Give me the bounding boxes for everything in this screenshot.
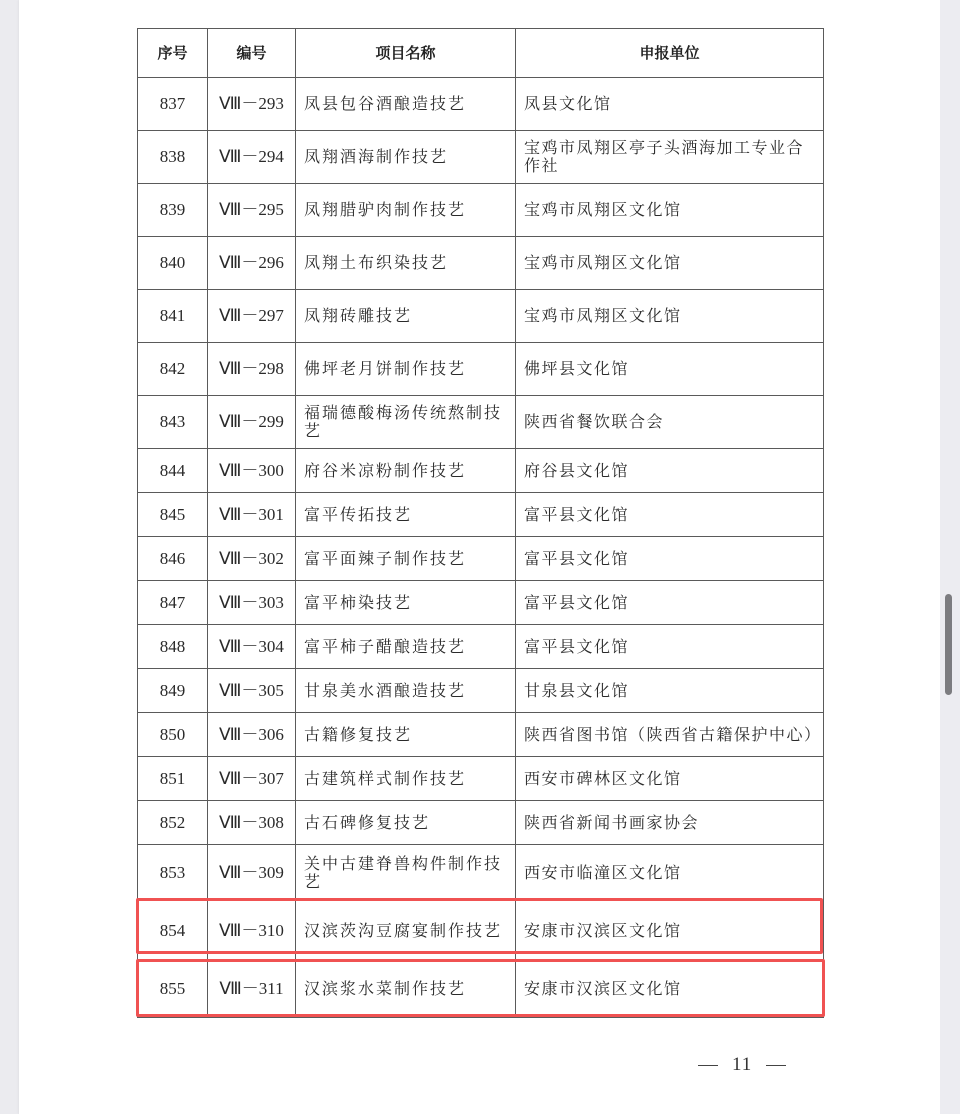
table-row [138, 184, 824, 237]
applicant-unit-cell: 安康市汉滨区文化馆 [516, 901, 824, 961]
table-row [138, 669, 824, 713]
applicant-unit-cell: 甘泉县文化馆 [516, 669, 824, 713]
project-name-cell: 凤翔酒海制作技艺 [296, 131, 516, 184]
project-name-cell: 古建筑样式制作技艺 [296, 757, 516, 801]
project-name-cell: 甘泉美水酒酿造技艺 [296, 669, 516, 713]
applicant-unit-cell: 富平县文化馆 [516, 537, 824, 581]
serial-no-cell: 839 [138, 184, 208, 237]
applicant-unit-cell: 宝鸡市凤翔区文化馆 [516, 237, 824, 290]
code-cell: Ⅷ－303 [208, 581, 296, 625]
code-cell: Ⅷ－310 [208, 901, 296, 961]
header-applicant-unit: 申报单位 [516, 29, 824, 78]
applicant-unit-cell: 富平县文化馆 [516, 625, 824, 669]
serial-no-cell: 840 [138, 237, 208, 290]
header-project-name: 项目名称 [296, 29, 516, 78]
applicant-unit-cell: 陕西省图书馆（陕西省古籍保护中心） [516, 713, 824, 757]
applicant-unit-cell: 富平县文化馆 [516, 493, 824, 537]
applicant-unit-cell: 府谷县文化馆 [516, 449, 824, 493]
code-cell: Ⅷ－309 [208, 845, 296, 901]
project-name-cell: 福瑞德酸梅汤传统熬制技艺 [296, 396, 516, 449]
applicant-unit-cell: 陕西省餐饮联合会 [516, 396, 824, 449]
serial-no-cell: 853 [138, 845, 208, 901]
serial-no-cell: 844 [138, 449, 208, 493]
serial-no-cell: 837 [138, 78, 208, 131]
serial-no-cell: 854 [138, 901, 208, 961]
project-name-cell: 富平传拓技艺 [296, 493, 516, 537]
code-cell: Ⅷ－293 [208, 78, 296, 131]
project-name-cell: 凤县包谷酒酿造技艺 [296, 78, 516, 131]
code-cell: Ⅷ－304 [208, 625, 296, 669]
serial-no-cell: 855 [138, 961, 208, 1018]
serial-no-cell: 850 [138, 713, 208, 757]
applicant-unit-cell: 西安市碑林区文化馆 [516, 757, 824, 801]
serial-no-cell: 846 [138, 537, 208, 581]
project-name-cell: 汉滨茨沟豆腐宴制作技艺 [296, 901, 516, 961]
table-row [138, 537, 824, 581]
table-row [138, 493, 824, 537]
applicant-unit-cell: 安康市汉滨区文化馆 [516, 961, 824, 1018]
table-row [138, 449, 824, 493]
serial-no-cell: 841 [138, 290, 208, 343]
project-name-cell: 凤翔腊驴肉制作技艺 [296, 184, 516, 237]
serial-no-cell: 842 [138, 343, 208, 396]
applicant-unit-cell: 宝鸡市凤翔区文化馆 [516, 290, 824, 343]
applicant-unit-cell: 西安市临潼区文化馆 [516, 845, 824, 901]
scrollbar-thumb[interactable] [945, 594, 952, 695]
table-row [138, 131, 824, 184]
code-cell: Ⅷ－306 [208, 713, 296, 757]
code-cell: Ⅷ－301 [208, 493, 296, 537]
code-cell: Ⅷ－297 [208, 290, 296, 343]
applicant-unit-cell: 凤县文化馆 [516, 78, 824, 131]
project-name-cell: 汉滨浆水菜制作技艺 [296, 961, 516, 1018]
table-row [138, 801, 824, 845]
table-header-row [138, 29, 824, 78]
serial-no-cell: 838 [138, 131, 208, 184]
code-cell: Ⅷ－308 [208, 801, 296, 845]
project-name-cell: 古石碑修复技艺 [296, 801, 516, 845]
table-row [138, 961, 824, 1018]
project-name-cell: 关中古建脊兽构件制作技艺 [296, 845, 516, 901]
code-cell: Ⅷ－307 [208, 757, 296, 801]
applicant-unit-cell: 宝鸡市凤翔区文化馆 [516, 184, 824, 237]
applicant-unit-cell: 佛坪县文化馆 [516, 343, 824, 396]
applicant-unit-cell: 富平县文化馆 [516, 581, 824, 625]
code-cell: Ⅷ－294 [208, 131, 296, 184]
serial-no-cell: 848 [138, 625, 208, 669]
scrollbar-track[interactable] [940, 0, 960, 1114]
header-serial-no: 序号 [138, 29, 208, 78]
project-name-cell: 富平面辣子制作技艺 [296, 537, 516, 581]
project-name-cell: 凤翔砖雕技艺 [296, 290, 516, 343]
project-name-cell: 佛坪老月饼制作技艺 [296, 343, 516, 396]
serial-no-cell: 851 [138, 757, 208, 801]
serial-no-cell: 843 [138, 396, 208, 449]
footer-dash-right [766, 1065, 786, 1066]
serial-no-cell: 847 [138, 581, 208, 625]
code-cell: Ⅷ－299 [208, 396, 296, 449]
project-name-cell: 府谷米凉粉制作技艺 [296, 449, 516, 493]
project-name-cell: 富平柿染技艺 [296, 581, 516, 625]
serial-no-cell: 852 [138, 801, 208, 845]
table-row [138, 625, 824, 669]
code-cell: Ⅷ－311 [208, 961, 296, 1018]
table-row [138, 757, 824, 801]
project-name-cell: 富平柿子醋酿造技艺 [296, 625, 516, 669]
applicant-unit-cell: 陕西省新闻书画家协会 [516, 801, 824, 845]
page-footer [698, 1054, 786, 1076]
serial-no-cell: 849 [138, 669, 208, 713]
footer-dash-left [698, 1065, 718, 1066]
table-row [138, 290, 824, 343]
code-cell: Ⅷ－302 [208, 537, 296, 581]
table-row [138, 713, 824, 757]
table-row [138, 845, 824, 901]
code-cell: Ⅷ－295 [208, 184, 296, 237]
table-row [138, 396, 824, 449]
code-cell: Ⅷ－305 [208, 669, 296, 713]
table-row [138, 78, 824, 131]
header-code: 编号 [208, 29, 296, 78]
project-name-cell: 凤翔土布织染技艺 [296, 237, 516, 290]
applicant-unit-cell: 宝鸡市凤翔区亭子头酒海加工专业合作社 [516, 131, 824, 184]
code-cell: Ⅷ－298 [208, 343, 296, 396]
table-row [138, 343, 824, 396]
project-name-cell: 古籍修复技艺 [296, 713, 516, 757]
table-row [138, 581, 824, 625]
serial-no-cell: 845 [138, 493, 208, 537]
table-row [138, 237, 824, 290]
page-number: 11 [732, 1054, 753, 1075]
heritage-project-table [137, 28, 824, 1018]
table-row [138, 901, 824, 961]
code-cell: Ⅷ－296 [208, 237, 296, 290]
code-cell: Ⅷ－300 [208, 449, 296, 493]
